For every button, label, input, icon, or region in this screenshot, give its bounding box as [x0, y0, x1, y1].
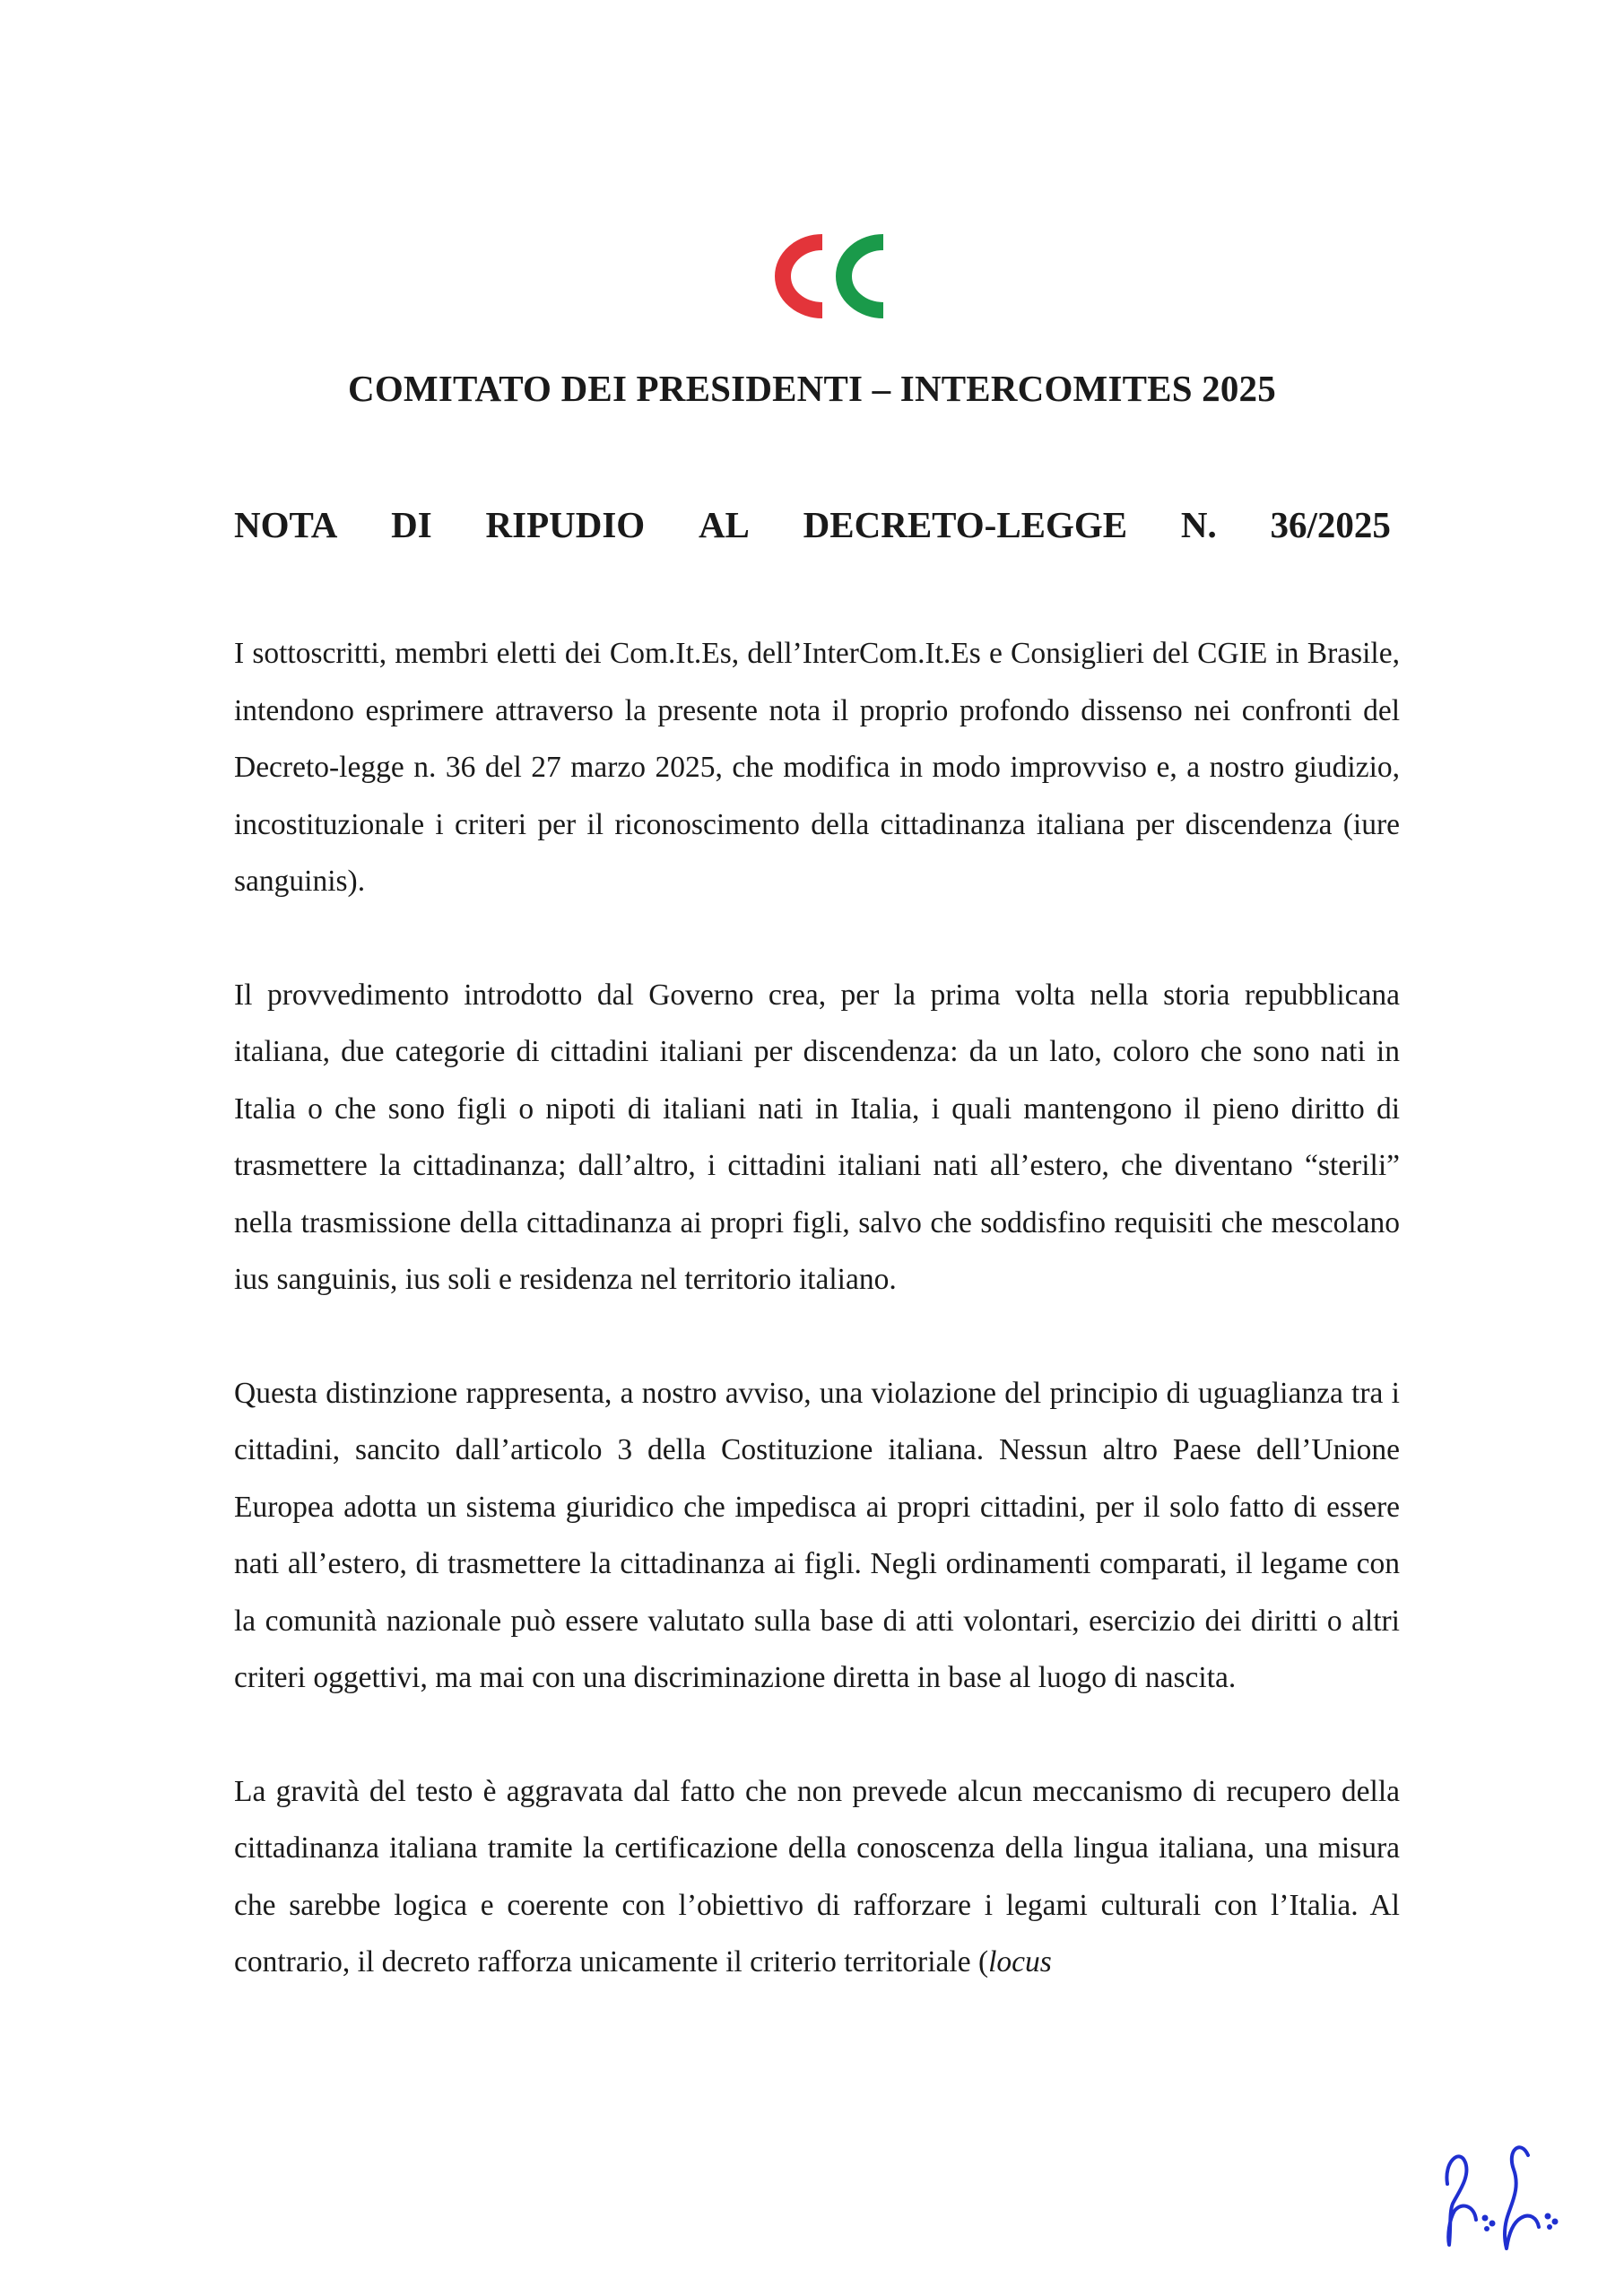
doc-title-word: NOTA [234, 504, 338, 545]
handwritten-initials-signature [1435, 2130, 1592, 2256]
paragraph-text: La gravità del testo è aggravata dal fatto che non prevede alcun meccanismo di recupero della cittadinanza italiana tramite la certificazione della conoscenza della lingua italiana, una misura che sarebbe logica e coerente con l’obiettivo di rafforzare i legami culturali con l’Italia. Al contrario, il decreto rafforza unicamente il criterio territoriale ( [234, 1774, 1400, 1979]
doc-title-word: RIPUDIO [485, 504, 646, 545]
doc-title-word: DI [391, 504, 432, 545]
paragraph: I sottoscritti, membri eletti dei Com.It.Es, dell’InterCom.It.Es e Consiglieri del CGIE in Brasile, intendono esprimere attraverso la presente nota il proprio profondo dissenso nei confronti del Decreto-legge n. 36 del 27 marzo 2025, che modifica in modo improvviso e, a nostro giudizio, incostituzionale i criteri per il riconoscimento della cittadinanza italiana per discendenza (iure sanguinis). [234, 637, 1400, 898]
intercomites-logo [740, 222, 892, 330]
doc-title-word: N. [1180, 504, 1217, 545]
doc-title-word: AL [698, 504, 750, 545]
paragraph: Il provvedimento introdotto dal Governo crea, per la prima volta nella storia repubblicana italiana, due categorie di cittadini italiani per discendenza: da un lato, coloro che sono nati in Italia o che sono figli o nipoti di italiani nati in Italia, i quali mantengono il pieno diritto di trasmettere la cittadinanza; dall’altro, i cittadini italiani nati all’estero, che diventano “sterili” nella trasmissione della cittadinanza ai propri figli, salvo che soddisfino requisiti che mescolano ius sanguinis, ius soli e residenza nel territorio italiano. [234, 978, 1400, 1296]
document-body [234, 625, 1400, 2048]
paragraph-last [234, 1763, 1400, 1991]
paragraph: Questa distinzione rappresenta, a nostro avviso, una violazione del principio di uguaglianza tra i cittadini, sancito dall’articolo 3 della Costituzione italiana. Nessun altro Paese dell’Unione Europea adotta un sistema giuridico che impedisca ai propri cittadini, per il solo fatto di essere nati all’estero, di trasmettere la cittadinanza ai figli. Negli ordinamenti comparati, il legame con la comunità nazionale può essere valutato sulla base di atti volontari, esercizio dei diritti o altri criteri oggettivi, ma mai con una discriminazione diretta in base al luogo di nascita. [234, 1376, 1400, 1694]
logo-red-c [783, 242, 822, 310]
doc-title-word: 36/2025 [1270, 504, 1391, 545]
organization-title: COMITATO DEI PRESIDENTI – INTERCOMITES 2025 [348, 368, 1276, 409]
paragraph-italic: locus [988, 1945, 1052, 1979]
doc-title-word: DECRETO-LEGGE [803, 504, 1128, 545]
logo-green-c [844, 242, 883, 310]
document-title [234, 500, 1391, 550]
